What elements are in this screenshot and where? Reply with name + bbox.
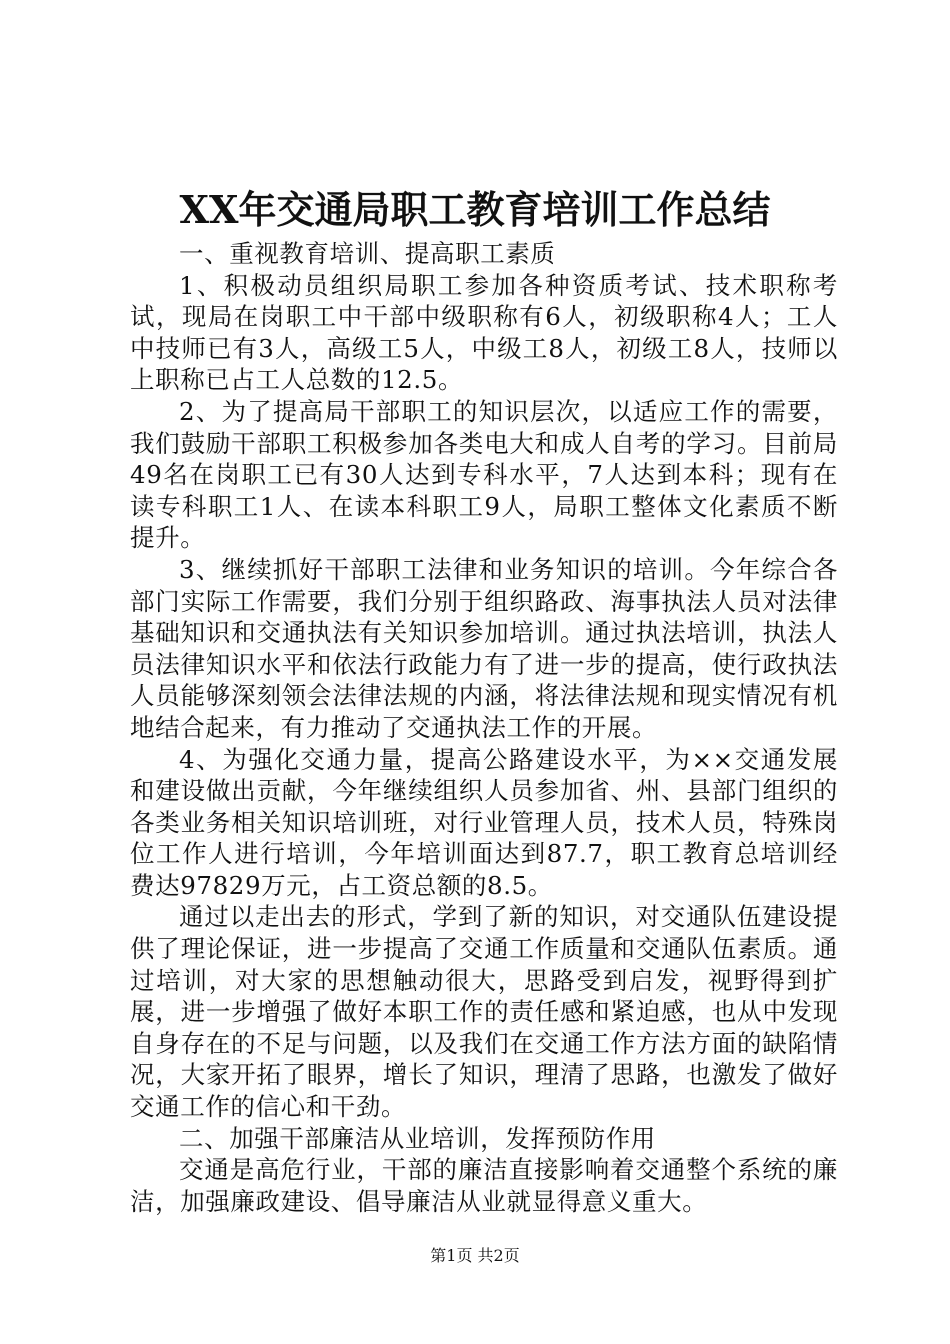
paragraph-6: 交通是高危行业，干部的廉洁直接影响着交通整个系统的廉洁，加强廉政建设、倡导廉洁从业就显得意义重大。 bbox=[130, 1155, 838, 1216]
paragraph-3: 3、继续抓好干部职工法律和业务知识的培训。今年综合各部门实际工作需要，我们分别于组织路政、海事执法人员对法律基础知识和交通执法有关知识参加培训。通过执法培训，执法人员法律知识水平和依法行政能力有了进一步的提高，使行政执法人员能够深刻领会法律法规的内涵，将法律法规和现实情况有机地结合起来，有力推动了交通执法工作的开展。 bbox=[130, 554, 838, 742]
paragraph-5: 通过以走出去的形式，学到了新的知识，对交通队伍建设提供了理论保证，进一步提高了交通工作质量和交通队伍素质。通过培训，对大家的思想触动很大，思路受到启发，视野得到扩展，进一步增强了做好本职工作的责任感和紧迫感，也从中发现自身存在的不足与问题，以及我们在交通工作方法方面的缺陷情况，大家开拓了眼界，增长了知识，理清了思路，也激发了做好交通工作的信心和干劲。 bbox=[130, 902, 838, 1122]
paragraph-4: 4、为强化交通力量，提高公路建设水平，为××交通发展和建设做出贡献，今年继续组织人员参加省、州、县部门组织的各类业务相关知识培训班，对行业管理人员，技术人员，特殊岗位工作人进行培训，今年培训面达到87.7，职工教育总培训经费达97829万元，占工资总额的8.5。 bbox=[130, 744, 838, 900]
document-body bbox=[130, 238, 838, 1217]
page-footer: 第1页 共2页 bbox=[430, 1246, 520, 1265]
paragraph-1: 1、积极动员组织局职工参加各种资质考试、技术职称考试，现局在岗职工中干部中级职称有6人，初级职称4人；工人中技师已有3人，高级工5人，中级工8人，初级工8人，技师以上职称已占工人总数的12.5。 bbox=[130, 270, 838, 395]
section-heading-2: 二、加强干部廉洁从业培训，发挥预防作用 bbox=[179, 1123, 656, 1153]
document-title: XX年交通局职工教育培训工作总结 bbox=[179, 187, 771, 232]
section-heading-1: 一、重视教育培训、提高职工素质 bbox=[179, 239, 556, 268]
paragraph-2: 2、为了提高局干部职工的知识层次，以适应工作的需要，我们鼓励干部职工积极参加各类电大和成人自考的学习。目前局49名在岗职工已有30人达到专科水平，7人达到本科；现有在读专科职工1人、在读本科职工9人，局职工整体文化素质不断提升。 bbox=[130, 396, 838, 553]
